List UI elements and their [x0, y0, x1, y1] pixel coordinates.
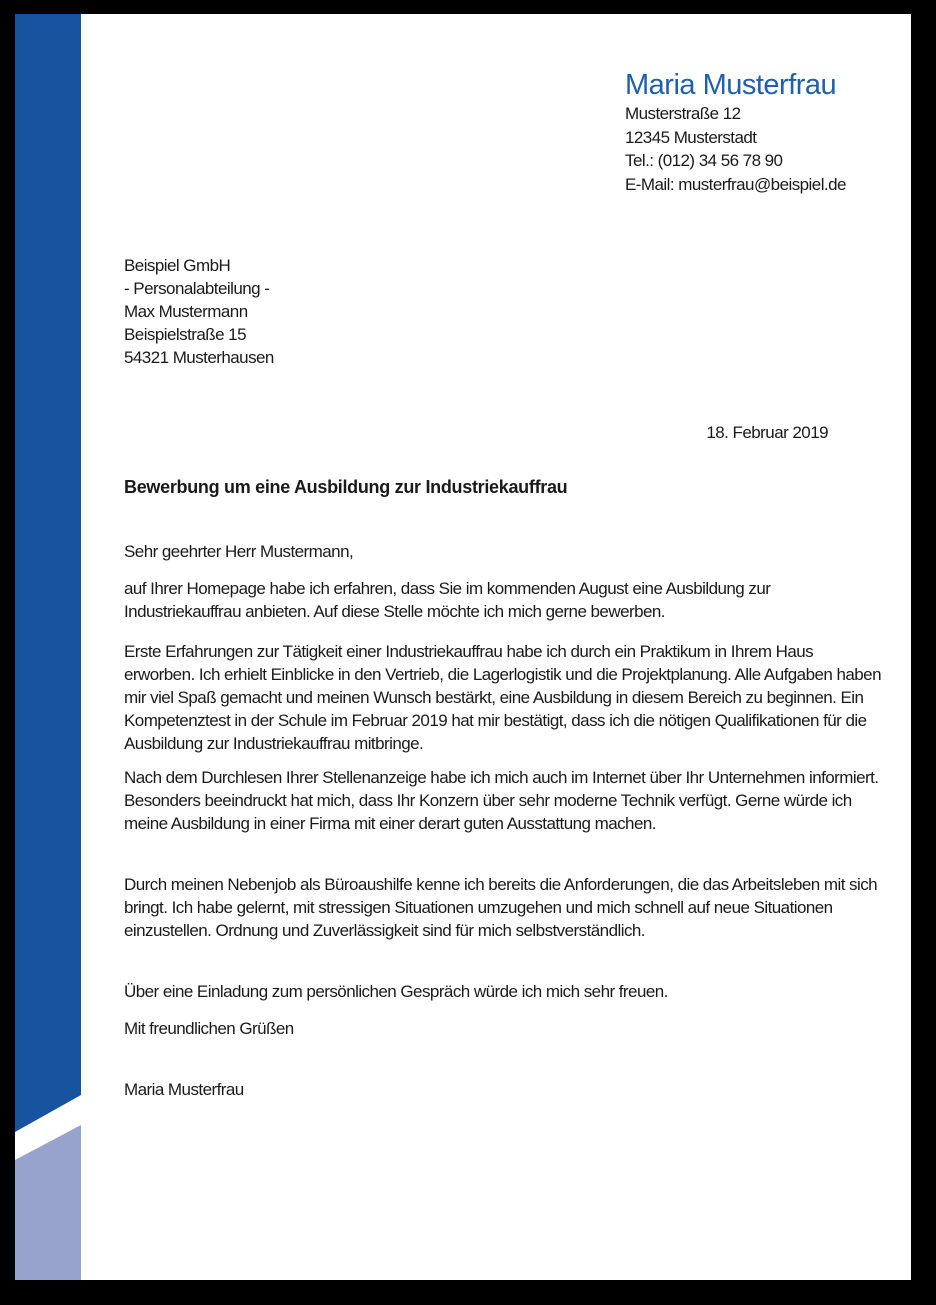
body-paragraph: Über eine Einladung zum persönlichen Gespräch würde ich mich sehr freuen.	[124, 982, 668, 1001]
body-paragraph: Durch meinen Nebenjob als Büroaushilfe kenne ich bereits die Anforderungen, die das Arbeitsleben mit sich bringt. Ich habe gelernt, mit stressigen Situationen umzugehen und mich schnell auf neue Situationen einzustellen. Ordnung und Zuverlässigkeit sind für mich selbstverständlich.	[124, 875, 878, 940]
sender-email: E-Mail: musterfrau@beispiel.de	[625, 174, 846, 194]
recipient-department: - Personalabteilung -	[124, 279, 270, 298]
letter-page	[15, 14, 911, 1280]
body-paragraph: Nach dem Durchlesen Ihrer Stellenanzeige habe ich mich auch im Internet über Ihr Unternehmen informiert. Besonders beeindruckt hat mich, dass Ihr Konzern über sehr moderne Technik verfügt. Gerne würde ich meine Ausbildung in einer Firma mit einer derart guten Ausstattung machen.	[124, 768, 879, 833]
sender-phone: Tel.: (012) 34 56 78 90	[625, 151, 783, 170]
closing-phrase: Mit freundlichen Grüßen	[124, 1019, 294, 1038]
recipient-contact-person: Max Mustermann	[124, 302, 248, 321]
letter-date: 18. Februar 2019	[706, 423, 828, 442]
left-decorative-stripe	[15, 14, 81, 1280]
recipient-company: Beispiel GmbH	[124, 256, 231, 275]
sender-street: Musterstraße 12	[625, 104, 741, 123]
recipient-block	[124, 254, 444, 369]
body-paragraph: Erste Erfahrungen zur Tätigkeit einer Industriekauffrau habe ich durch ein Praktikum in Ihrem Haus erworben. Ich erhielt Einblicke in den Vertrieb, die Lagerlogistik und die Projektplanung. Alle Aufgaben haben mir viel Spaß gemacht und meinen Wunsch bestärkt, eine Ausbildung in diesem Bereich zu beginnen. Ein Kompetenztest in der Schule im Februar 2019 hat mir bestätigt, dass ich die nötigen Qualifikationen für die Ausbildung zur Industriekauffrau mitbringe.	[124, 642, 881, 753]
subject-line: Bewerbung um eine Ausbildung zur Industriekauffrau	[124, 477, 568, 497]
recipient-city: 54321 Musterhausen	[124, 348, 274, 367]
sender-block	[625, 68, 905, 196]
sender-name: Maria Musterfrau	[625, 69, 837, 101]
sender-city: 12345 Musterstadt	[625, 127, 757, 147]
signature-name: Maria Musterfrau	[124, 1080, 244, 1099]
sender-address	[625, 102, 905, 196]
salutation: Sehr geehrter Herr Mustermann,	[124, 542, 354, 561]
recipient-street: Beispielstraße 15	[124, 325, 246, 344]
stripe-dark-blue-band	[15, 14, 81, 1280]
body-paragraph: auf Ihrer Homepage habe ich erfahren, dass Sie im kommenden August eine Ausbildung zur Industriekauffrau anbieten. Auf diese Stelle möchte ich mich gerne bewerben.	[124, 579, 771, 621]
